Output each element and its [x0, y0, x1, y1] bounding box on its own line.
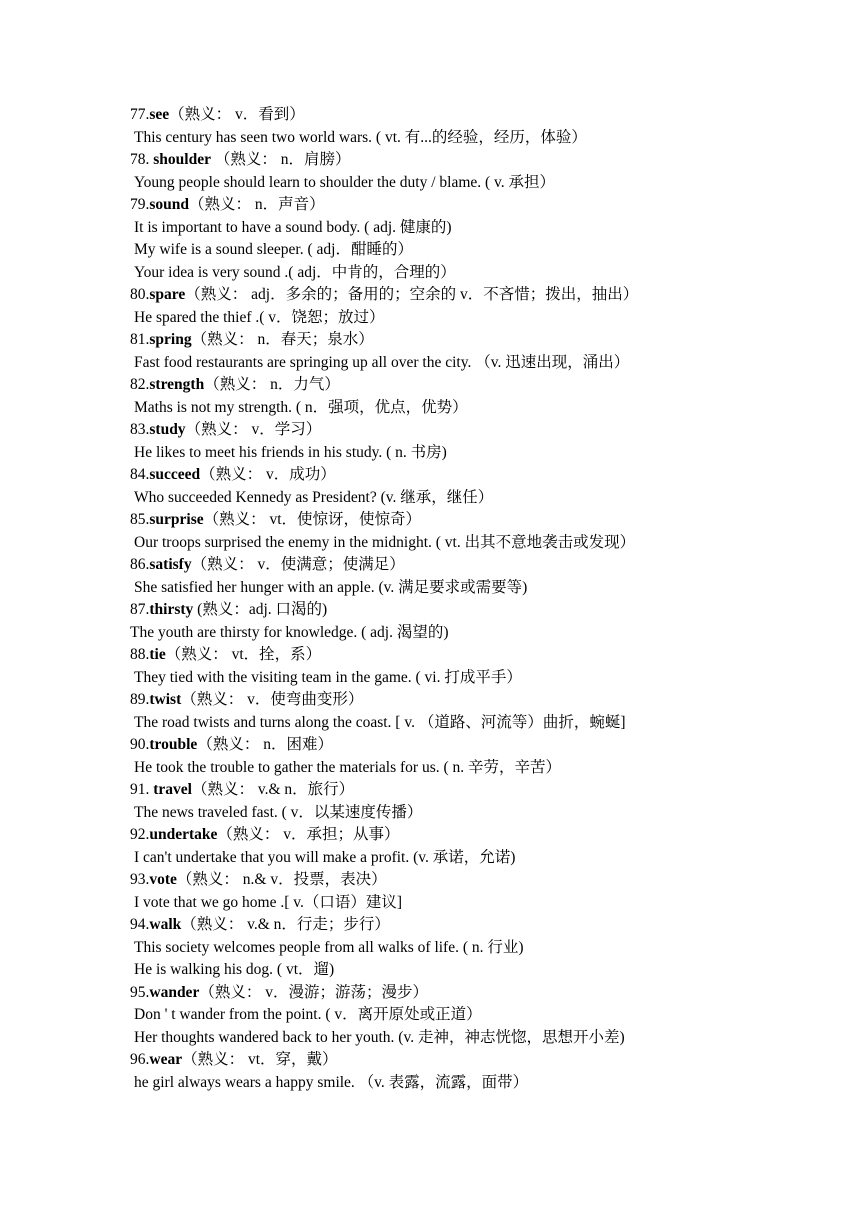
- entry-heading: [130, 869, 830, 892]
- example-sentence: He took the trouble to gather the materials for us. ( n. 辛劳，辛苦）: [134, 758, 562, 776]
- entry-heading: [130, 824, 830, 847]
- entry-word: spare: [149, 286, 186, 303]
- entry-heading: [130, 1049, 830, 1072]
- entry-common-meaning: (熟义：adj. 口渴的): [193, 601, 328, 618]
- example-sentence: Your idea is very sound .( adj．中肯的，合理的）: [134, 263, 456, 281]
- entry-word: sound: [149, 196, 190, 213]
- example-sentence: Our troops surprised the enemy in the midnight. ( vt. 出其不意地袭击或发现）: [134, 533, 636, 551]
- entry-number: 81.: [130, 331, 150, 348]
- entry-word: spring: [149, 331, 192, 348]
- entry-number: 82.: [130, 376, 150, 393]
- example-sentence: he girl always wears a happy smile. （v. 表露，流露，面带）: [134, 1073, 529, 1091]
- entry-common-meaning: （熟义： v.& n．行走；步行）: [181, 916, 390, 933]
- entry-common-meaning: （熟义： vt．拴，系）: [165, 646, 322, 663]
- entry-word: see: [149, 106, 170, 123]
- entry-common-meaning: （熟义： v．使弯曲变形）: [181, 691, 364, 708]
- entry-word: surprise: [149, 511, 204, 528]
- entry-heading: [130, 982, 830, 1005]
- entry-heading: [130, 599, 830, 622]
- entry-heading: [130, 779, 830, 802]
- example-sentence: They tied with the visiting team in the game. ( vi. 打成平手）: [134, 668, 522, 686]
- entry-number: 91.: [130, 781, 154, 798]
- entry-word: twist: [149, 691, 182, 708]
- entry-common-meaning: （熟义： v．成功）: [200, 466, 336, 483]
- entry-heading: [130, 104, 830, 127]
- entry-heading: [130, 149, 830, 172]
- entry-common-meaning: （熟义： v.& n．旅行）: [191, 781, 355, 798]
- entry-common-meaning: （熟义： n．肩膀）: [210, 151, 351, 168]
- entry-word: shoulder: [153, 151, 211, 168]
- example-sentence: It is important to have a sound body. ( adj. 健康的): [134, 218, 452, 236]
- vocabulary-list: [130, 104, 830, 1094]
- entry-word: wander: [149, 983, 200, 1001]
- entry-heading: [130, 374, 830, 397]
- entry-heading: [130, 194, 830, 217]
- entry-common-meaning: （熟义： n．力气）: [204, 376, 340, 393]
- entry-common-meaning: （熟义： v．看到）: [169, 106, 305, 123]
- entry-heading: [130, 734, 830, 757]
- entry-number: 85.: [130, 511, 150, 528]
- example-sentence: Young people should learn to shoulder the duty / blame. ( v. 承担）: [134, 173, 556, 191]
- example-sentence: This century has seen two world wars. ( vt. 有...的经验，经历，体验）: [134, 128, 587, 146]
- entry-word: satisfy: [149, 556, 192, 573]
- entry-common-meaning: （熟义： adj．多余的；备用的；空余的 v．不吝惜；拨出，抽出）: [185, 286, 639, 303]
- entry-number: 88.: [130, 646, 150, 663]
- entry-heading: [130, 464, 830, 487]
- example-sentence: She satisfied her hunger with an apple. (v. 满足要求或需要等): [134, 578, 528, 596]
- entry-word: undertake: [149, 826, 218, 843]
- entry-word: travel: [153, 781, 192, 798]
- entry-common-meaning: （熟义： n．声音）: [189, 196, 325, 213]
- entry-number: 83.: [130, 421, 150, 438]
- example-sentence: He is walking his dog. ( vt．遛): [134, 961, 335, 978]
- entry-common-meaning: （熟义： n．困难）: [197, 736, 333, 753]
- entry-common-meaning: （熟义： vt．穿，戴）: [182, 1051, 338, 1068]
- entry-common-meaning: （熟义： n．春天；泉水）: [191, 331, 374, 348]
- entry-word: vote: [149, 871, 177, 888]
- entry-word: tie: [149, 646, 166, 663]
- entry-word: study: [149, 421, 186, 438]
- entry-number: 79.: [130, 196, 150, 213]
- entry-number: 90.: [130, 736, 150, 753]
- entry-number: 95.: [130, 983, 150, 1001]
- example-sentence: Don ' t wander from the point. ( v．离开原处或正道）: [134, 1006, 482, 1023]
- entry-number: 96.: [130, 1051, 150, 1068]
- entry-heading: [130, 554, 830, 577]
- entry-heading: [130, 644, 830, 667]
- entry-heading: [130, 509, 830, 532]
- entry-number: 89.: [130, 691, 150, 708]
- example-sentence: The news traveled fast. ( v．以某速度传播）: [134, 803, 423, 821]
- example-sentence: The youth are thirsty for knowledge. ( adj. 渴望的): [130, 623, 449, 641]
- entry-number: 94.: [130, 916, 150, 933]
- entry-number: 87.: [130, 601, 150, 618]
- entry-word: wear: [149, 1051, 183, 1068]
- entry-heading: [130, 329, 830, 352]
- entry-heading: [130, 914, 830, 937]
- entry-number: 78.: [130, 151, 154, 168]
- entry-word: succeed: [149, 466, 201, 483]
- example-sentence: I vote that we go home .[ v.（口语）建议]: [134, 893, 403, 911]
- example-sentence: The road twists and turns along the coast. [ v. （道路、河流等）曲折，蜿蜒]: [134, 713, 626, 731]
- example-sentence: He likes to meet his friends in his study. ( n. 书房): [134, 443, 447, 461]
- entry-heading: [130, 284, 830, 307]
- entry-word: walk: [149, 916, 182, 933]
- entry-number: 80.: [130, 286, 150, 303]
- example-sentence: He spared the thief .( v．饶恕；放过）: [134, 308, 385, 326]
- entry-number: 84.: [130, 466, 150, 483]
- entry-number: 77.: [130, 106, 150, 123]
- entry-common-meaning: （熟义： n.& v．投票，表决）: [176, 871, 387, 888]
- example-sentence: Who succeeded Kennedy as President? (v. 继承，继任）: [134, 488, 494, 506]
- entry-common-meaning: （熟义： v．使满意；使满足）: [191, 556, 405, 573]
- entry-common-meaning: （熟义： v．承担；从事）: [217, 826, 400, 843]
- entry-number: 93.: [130, 871, 150, 888]
- entry-word: thirsty: [149, 601, 194, 618]
- entry-heading: [130, 689, 830, 712]
- example-sentence: I can't undertake that you will make a profit. (v. 承诺，允诺): [134, 848, 516, 866]
- example-sentence: Maths is not my strength. ( n．强项，优点，优势）: [134, 398, 468, 416]
- entry-heading: [130, 419, 830, 442]
- entry-word: strength: [149, 376, 205, 393]
- entry-common-meaning: （熟义： v．漫游；游荡；漫步）: [199, 983, 428, 1001]
- example-sentence: My wife is a sound sleeper. ( adj．酣睡的）: [134, 241, 413, 258]
- entry-common-meaning: （熟义： v．学习）: [185, 421, 322, 438]
- entry-number: 92.: [130, 826, 150, 843]
- entry-number: 86.: [130, 556, 150, 573]
- example-sentence: Fast food restaurants are springing up all over the city. （v. 迅速出现，涌出）: [134, 353, 630, 371]
- entry-common-meaning: （熟义： vt．使惊讶，使惊奇）: [203, 511, 422, 528]
- example-sentence: Her thoughts wandered back to her youth. (v. 走神，神志恍惚，思想开小差): [134, 1028, 625, 1046]
- entry-word: trouble: [149, 736, 198, 753]
- example-sentence: This society welcomes people from all walks of life. ( n. 行业): [134, 938, 524, 956]
